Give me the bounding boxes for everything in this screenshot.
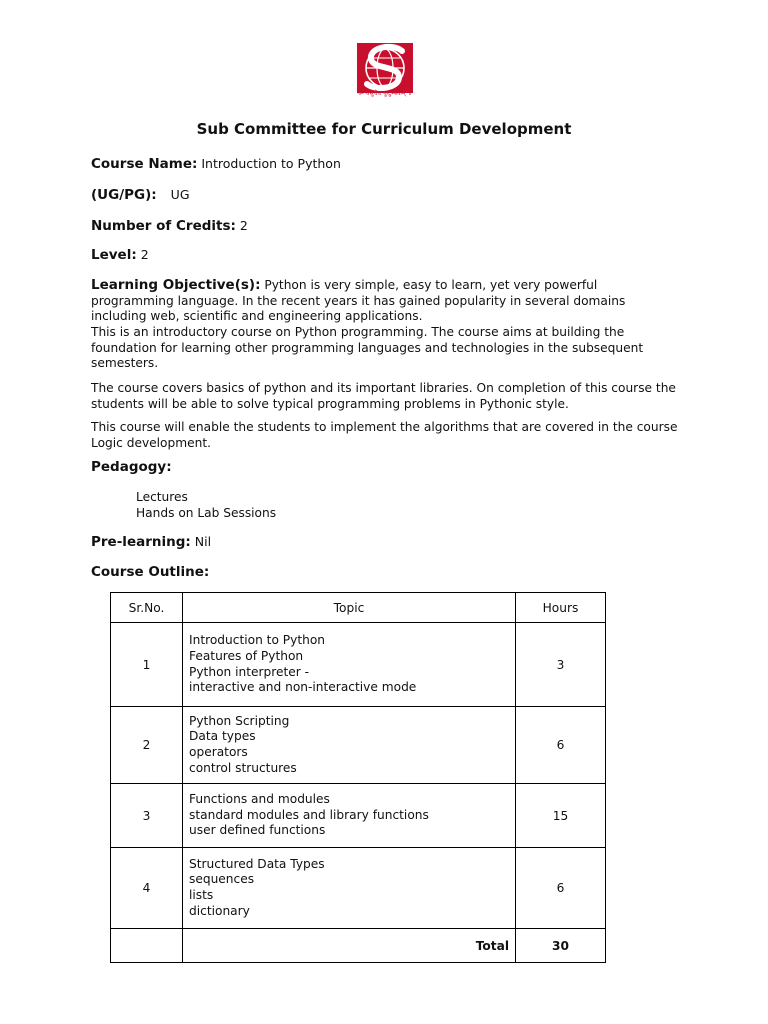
- column-header-srno: Sr.No.: [111, 593, 183, 623]
- course-outline-heading: Course Outline:: [91, 564, 210, 580]
- total-label: Total: [183, 929, 516, 963]
- topic-line: Functions and modules: [189, 792, 330, 807]
- column-header-hours: Hours: [516, 593, 606, 623]
- topic-line: Data types: [189, 729, 256, 744]
- course-outline-table: [110, 592, 606, 963]
- topic-line: lists: [189, 888, 214, 902]
- row-topics: [183, 707, 516, 784]
- ugpg-label: (UG/PG):: [91, 187, 157, 203]
- level-label: Level:: [91, 247, 137, 263]
- row-srno: 4: [111, 848, 183, 929]
- topic-line: standard modules and library functions: [189, 807, 429, 822]
- row-topics: [183, 848, 516, 929]
- topic-line: control structures: [189, 760, 297, 775]
- topic-line: Features of Python: [189, 648, 304, 663]
- total-empty-cell: [111, 929, 183, 963]
- topic-line: Python interpreter -: [189, 664, 310, 679]
- table-row: [111, 623, 606, 707]
- course-name-field: [91, 156, 341, 172]
- row-hours: 6: [516, 707, 606, 784]
- row-srno: 3: [111, 784, 183, 848]
- learning-objectives-p4: This course will enable the students to implement the algorithms that are covered in the course Logic development.: [91, 420, 678, 450]
- topic-line: Introduction to Python: [189, 633, 326, 648]
- credits-field: [91, 218, 248, 234]
- level-field: [91, 247, 149, 263]
- row-hours: 6: [516, 848, 606, 929]
- table-header-row: [111, 593, 606, 623]
- learning-objectives-p1: [91, 278, 681, 325]
- row-hours: 3: [516, 623, 606, 707]
- topic-line: Structured Data Types: [189, 856, 325, 871]
- topic-line: operators: [189, 745, 248, 759]
- topic-line: dictionary: [189, 903, 250, 918]
- learning-objectives-text-1: Python is very simple, easy to learn, yet very powerful programming language. In the recent years it has gained popularity in several domains including web, scientific and engineering applications.: [91, 278, 626, 324]
- pedagogy-heading: Pedagogy:: [91, 459, 172, 475]
- course-name-label: Course Name:: [91, 156, 198, 172]
- learning-objectives-label: Learning Objective(s):: [91, 277, 261, 293]
- logo-motto: ॐ वसुधैव कुटुम्बकम् ॥: [358, 90, 412, 97]
- row-topics: [183, 784, 516, 848]
- course-name-value: Introduction to Python: [201, 156, 341, 171]
- prelearning-value: Nil: [194, 534, 212, 549]
- learning-objectives-p2: This is an introductory course on Python programming. The course aims at building the foundation for learning other programming languages and technologies in the subsequent semesters.: [91, 325, 644, 371]
- learning-objectives-p3: The course covers basics of python and its important libraries. On completion of this course the students will be able to solve typical programming problems in Pythonic style.: [91, 381, 676, 411]
- prelearning-label: Pre-learning:: [91, 534, 191, 550]
- row-srno: 2: [111, 707, 183, 784]
- row-hours: 15: [516, 784, 606, 848]
- table-row: [111, 784, 606, 848]
- topic-line: Python Scripting: [189, 713, 290, 728]
- page-title: Sub Committee for Curriculum Development: [196, 120, 572, 138]
- row-topics: [183, 623, 516, 707]
- list-item: Hands on Lab Sessions: [136, 506, 277, 520]
- list-item: Lectures: [136, 490, 188, 504]
- table-row: [111, 707, 606, 784]
- ugpg-field: [91, 187, 190, 203]
- table-total-row: [111, 929, 606, 963]
- topic-line: user defined functions: [189, 823, 326, 838]
- level-value: 2: [140, 247, 149, 262]
- row-srno: 1: [111, 623, 183, 707]
- topic-line: interactive and non-interactive mode: [189, 680, 417, 695]
- ugpg-value: UG: [170, 187, 190, 202]
- prelearning-field: [91, 534, 211, 550]
- credits-value: 2: [239, 218, 248, 233]
- column-header-topic: Topic: [183, 593, 516, 623]
- topic-line: sequences: [189, 872, 255, 887]
- pedagogy-list: [136, 489, 276, 521]
- credits-label: Number of Credits:: [91, 218, 236, 234]
- total-value: 30: [516, 929, 606, 963]
- table-row: [111, 848, 606, 929]
